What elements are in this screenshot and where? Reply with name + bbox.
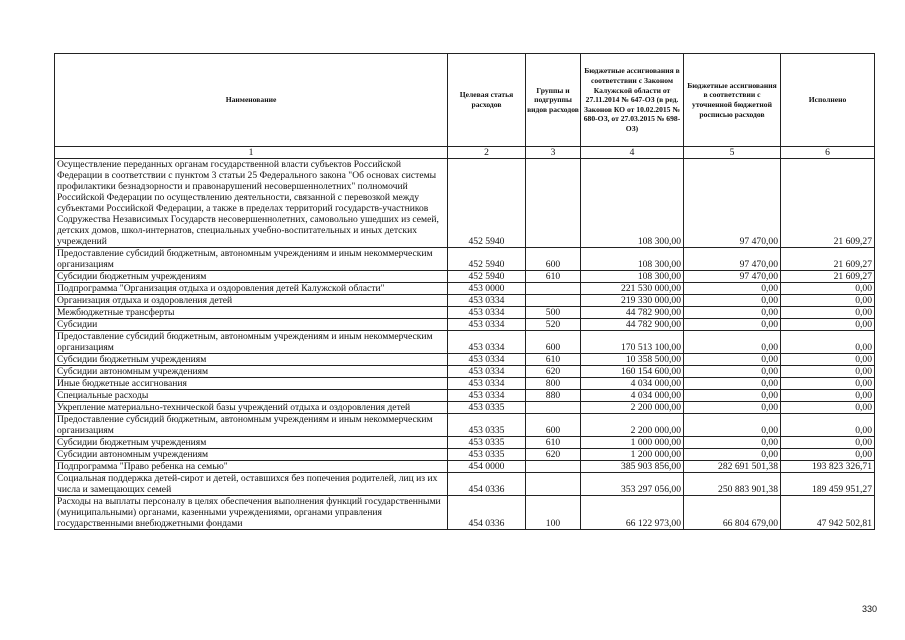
row-refined-amount: 0,00 <box>684 319 781 331</box>
row-target-article: 452 5940 <box>448 271 526 283</box>
column-number-row <box>55 147 875 159</box>
row-executed-amount: 0,00 <box>781 354 875 366</box>
table-row <box>55 307 875 319</box>
table-row <box>55 449 875 461</box>
row-executed-amount: 0,00 <box>781 390 875 402</box>
row-name: Предоставление субсидий бюджетным, автономным учреждениям и иным некоммерческим организациям <box>55 331 448 354</box>
row-law-amount: 44 782 900,00 <box>581 307 684 319</box>
header-name: Наименование <box>55 54 448 147</box>
row-name: Осуществление переданных органам государственной власти субъектов Российской Федерации в соответствии с пунктом 3 статьи 25 Федерального закона "Об основах системы профилактики безнадзорности и правонарушений несовершеннолетних" полномочий Российской Федерации по осуществлению деятельности, связанной с перевозкой между субъектами Российской Федерации, а также в пределах территорий государств-участников Содружества Независимых Государств несовершеннолетних, самовольно ушедших из семей, детских домов, школ-интернатов, специальных учебно-воспитательных и иных детских учреждений <box>55 159 448 248</box>
table-row <box>55 319 875 331</box>
row-refined-amount: 0,00 <box>684 331 781 354</box>
table-row <box>55 159 875 248</box>
column-number: 4 <box>581 147 684 159</box>
row-name: Социальная поддержка детей-сирот и детей, оставшихся без попечения родителей, лиц из их числа и замещающих семей <box>55 473 448 496</box>
row-name: Подпрограмма "Право ребенка на семью" <box>55 461 448 473</box>
row-law-amount: 170 513 100,00 <box>581 331 684 354</box>
row-refined-amount: 0,00 <box>684 449 781 461</box>
header-executed: Исполнено <box>781 54 875 147</box>
row-executed-amount: 193 823 326,71 <box>781 461 875 473</box>
row-expense-group: 800 <box>526 378 581 390</box>
column-number: 5 <box>684 147 781 159</box>
row-name: Укрепление материально-технической базы учреждений отдыха и оздоровления детей <box>55 402 448 414</box>
table-row <box>55 378 875 390</box>
row-refined-amount: 97 470,00 <box>684 248 781 271</box>
row-expense-group: 600 <box>526 248 581 271</box>
row-target-article: 453 0335 <box>448 437 526 449</box>
row-law-amount: 221 530 000,00 <box>581 283 684 295</box>
table-body <box>55 159 875 530</box>
row-name: Специальные расходы <box>55 390 448 402</box>
table-row <box>55 414 875 437</box>
row-executed-amount: 0,00 <box>781 307 875 319</box>
row-executed-amount: 0,00 <box>781 414 875 437</box>
row-law-amount: 160 154 600,00 <box>581 366 684 378</box>
header-refined-allocations: Бюджетные ассигнования в соответствии с уточненной бюджетной росписью расходов <box>684 54 781 147</box>
row-refined-amount: 0,00 <box>684 378 781 390</box>
table-row <box>55 354 875 366</box>
row-name: Иные бюджетные ассигнования <box>55 378 448 390</box>
table-row <box>55 283 875 295</box>
row-law-amount: 1 200 000,00 <box>581 449 684 461</box>
row-target-article: 453 0334 <box>448 307 526 319</box>
row-law-amount: 4 034 000,00 <box>581 390 684 402</box>
row-expense-group: 610 <box>526 354 581 366</box>
row-executed-amount: 0,00 <box>781 437 875 449</box>
row-target-article: 454 0336 <box>448 473 526 496</box>
row-refined-amount: 0,00 <box>684 437 781 449</box>
row-executed-amount: 21 609,27 <box>781 248 875 271</box>
header-law-allocations: Бюджетные ассигнования в соответствии с Законом Калужской области от 27.11.2014 № 647-ОЗ (в ред. Законов КО от 10.02.2015 № 680-ОЗ, от 27.03.2015 № 698-ОЗ) <box>581 54 684 147</box>
page-number: 330 <box>862 604 878 614</box>
table-row <box>55 461 875 473</box>
row-expense-group <box>526 159 581 248</box>
row-refined-amount: 0,00 <box>684 414 781 437</box>
row-executed-amount: 189 459 951,27 <box>781 473 875 496</box>
row-law-amount: 1 000 000,00 <box>581 437 684 449</box>
row-name: Межбюджетные трансферты <box>55 307 448 319</box>
row-refined-amount: 0,00 <box>684 366 781 378</box>
row-name: Расходы на выплаты персоналу в целях обеспечения выполнения функций государственными (муниципальными) органами, казенными учреждениями, органами управления государственными внебюджетными фондами <box>55 496 448 530</box>
row-executed-amount: 0,00 <box>781 295 875 307</box>
row-refined-amount: 97 470,00 <box>684 271 781 283</box>
column-number: 6 <box>781 147 875 159</box>
budget-table-sheet <box>54 53 874 530</box>
row-refined-amount: 0,00 <box>684 354 781 366</box>
row-target-article: 453 0335 <box>448 414 526 437</box>
row-executed-amount: 21 609,27 <box>781 271 875 283</box>
row-refined-amount: 0,00 <box>684 295 781 307</box>
row-name: Субсидии автономным учреждениям <box>55 366 448 378</box>
row-executed-amount: 0,00 <box>781 449 875 461</box>
row-executed-amount: 21 609,27 <box>781 159 875 248</box>
row-law-amount: 219 330 000,00 <box>581 295 684 307</box>
row-target-article: 454 0336 <box>448 496 526 530</box>
row-refined-amount: 66 804 679,00 <box>684 496 781 530</box>
table-row <box>55 390 875 402</box>
row-executed-amount: 0,00 <box>781 319 875 331</box>
row-expense-group <box>526 473 581 496</box>
column-number: 3 <box>526 147 581 159</box>
row-executed-amount: 0,00 <box>781 331 875 354</box>
table-row <box>55 402 875 414</box>
row-refined-amount: 97 470,00 <box>684 159 781 248</box>
row-target-article: 453 0334 <box>448 319 526 331</box>
row-law-amount: 10 358 500,00 <box>581 354 684 366</box>
row-target-article: 453 0334 <box>448 378 526 390</box>
row-expense-group: 880 <box>526 390 581 402</box>
row-expense-group <box>526 461 581 473</box>
row-law-amount: 108 300,00 <box>581 159 684 248</box>
row-name: Предоставление субсидий бюджетным, автономным учреждениям и иным некоммерческим организациям <box>55 248 448 271</box>
row-expense-group <box>526 283 581 295</box>
row-law-amount: 385 903 856,00 <box>581 461 684 473</box>
table-row <box>55 366 875 378</box>
table-row <box>55 248 875 271</box>
row-name: Субсидии бюджетным учреждениям <box>55 354 448 366</box>
row-target-article: 453 0334 <box>448 366 526 378</box>
column-number: 1 <box>55 147 448 159</box>
row-law-amount: 66 122 973,00 <box>581 496 684 530</box>
row-name: Субсидии бюджетным учреждениям <box>55 271 448 283</box>
row-target-article: 453 0334 <box>448 295 526 307</box>
row-expense-group: 610 <box>526 271 581 283</box>
table-row <box>55 496 875 530</box>
row-refined-amount: 250 883 901,38 <box>684 473 781 496</box>
row-law-amount: 2 200 000,00 <box>581 402 684 414</box>
header-target-article: Целевая статья расходов <box>448 54 526 147</box>
row-target-article: 453 0335 <box>448 449 526 461</box>
row-expense-group: 100 <box>526 496 581 530</box>
row-name: Субсидии <box>55 319 448 331</box>
row-refined-amount: 0,00 <box>684 402 781 414</box>
row-expense-group: 600 <box>526 331 581 354</box>
budget-table <box>54 53 875 530</box>
row-expense-group <box>526 402 581 414</box>
header-expense-groups: Группы и подгруппы видов расходов <box>526 54 581 147</box>
row-law-amount: 2 200 000,00 <box>581 414 684 437</box>
table-row <box>55 331 875 354</box>
row-law-amount: 108 300,00 <box>581 271 684 283</box>
row-refined-amount: 0,00 <box>684 283 781 295</box>
row-target-article: 453 0000 <box>448 283 526 295</box>
row-expense-group: 500 <box>526 307 581 319</box>
row-name: Подпрограмма "Организация отдыха и оздоровления детей Калужской области" <box>55 283 448 295</box>
row-target-article: 452 5940 <box>448 248 526 271</box>
table-row <box>55 437 875 449</box>
row-target-article: 453 0334 <box>448 354 526 366</box>
row-law-amount: 108 300,00 <box>581 248 684 271</box>
row-refined-amount: 282 691 501,38 <box>684 461 781 473</box>
table-row <box>55 473 875 496</box>
row-executed-amount: 0,00 <box>781 402 875 414</box>
row-expense-group: 610 <box>526 437 581 449</box>
header-row <box>55 54 875 147</box>
row-name: Субсидии бюджетным учреждениям <box>55 437 448 449</box>
row-name: Субсидии автономным учреждениям <box>55 449 448 461</box>
row-executed-amount: 0,00 <box>781 283 875 295</box>
row-expense-group: 620 <box>526 449 581 461</box>
table-row <box>55 271 875 283</box>
row-executed-amount: 0,00 <box>781 378 875 390</box>
row-expense-group: 600 <box>526 414 581 437</box>
row-executed-amount: 47 942 502,81 <box>781 496 875 530</box>
column-number: 2 <box>448 147 526 159</box>
row-refined-amount: 0,00 <box>684 307 781 319</box>
row-law-amount: 44 782 900,00 <box>581 319 684 331</box>
row-executed-amount: 0,00 <box>781 366 875 378</box>
row-refined-amount: 0,00 <box>684 390 781 402</box>
row-target-article: 453 0334 <box>448 390 526 402</box>
row-expense-group <box>526 295 581 307</box>
row-target-article: 454 0000 <box>448 461 526 473</box>
row-name: Предоставление субсидий бюджетным, автономным учреждениям и иным некоммерческим организациям <box>55 414 448 437</box>
row-expense-group: 520 <box>526 319 581 331</box>
row-law-amount: 4 034 000,00 <box>581 378 684 390</box>
row-target-article: 452 5940 <box>448 159 526 248</box>
table-row <box>55 295 875 307</box>
row-law-amount: 353 297 056,00 <box>581 473 684 496</box>
row-expense-group: 620 <box>526 366 581 378</box>
row-target-article: 453 0334 <box>448 331 526 354</box>
row-name: Организация отдыха и оздоровления детей <box>55 295 448 307</box>
row-target-article: 453 0335 <box>448 402 526 414</box>
